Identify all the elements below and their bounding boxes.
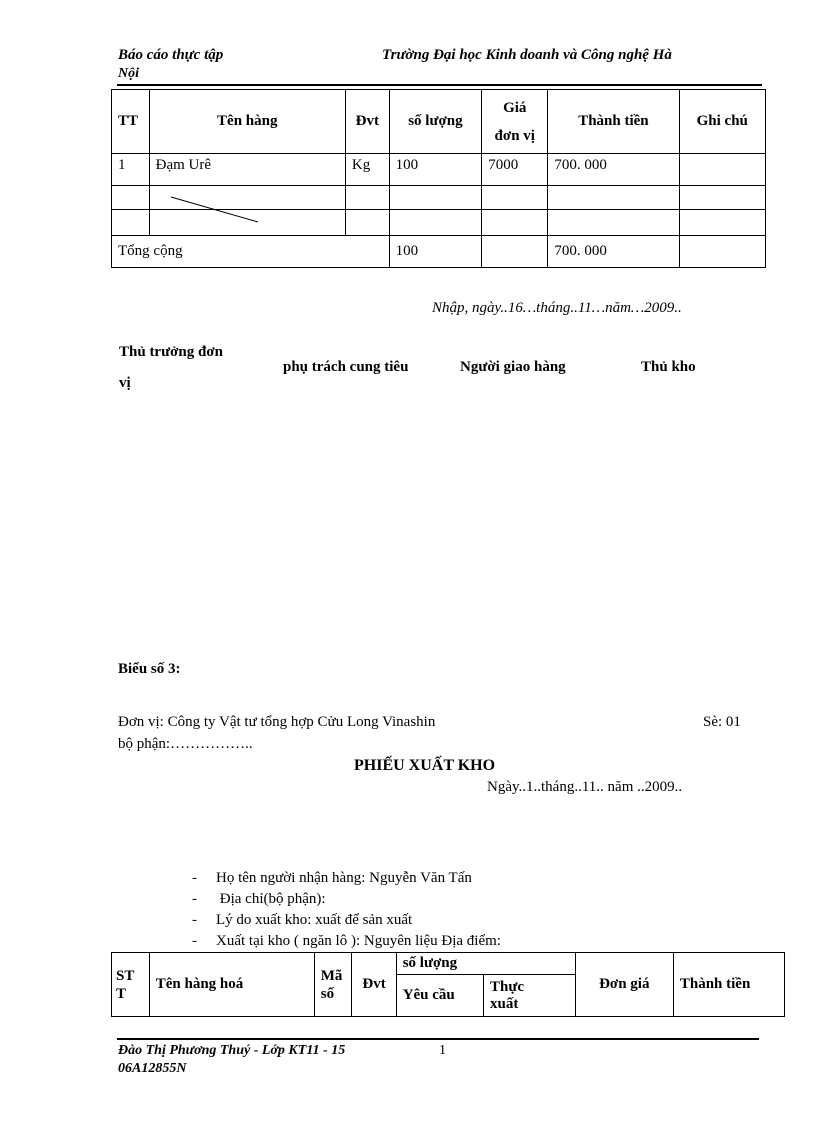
header-left: Báo cáo thực tập [118,47,224,63]
cell-ghi-chu [679,154,765,186]
footer-rule [117,1038,759,1040]
list-item: - Xuất tại kho ( ngăn lô ): Nguyên liệu Địa điểm: [192,933,501,949]
col-stt: ST T [112,953,150,1017]
serial-number: Sè: 01 [703,714,741,730]
cell-thanh-tien: 700. 000 [548,154,679,186]
total-label: Tổng cộng [112,236,390,268]
list-item: - Lý do xuất kho: xuất để sản xuất [192,912,413,928]
sig-head-unit: Thủ trưởng đơn [119,344,223,360]
table-row [112,154,766,186]
sig-deliverer: Người giao hàng [460,359,566,375]
total-amount: 700. 000 [548,236,679,268]
col-thuc-xuat: Thực xuất [484,975,576,1017]
sig-head-unit-cont: vị [119,375,131,391]
col-yeu-cau: Yêu cầu [396,975,483,1017]
department-line: bộ phận:…………….. [118,736,253,752]
col-ghi-chu: Ghi chú [679,90,765,154]
cell-so-luong: 100 [389,154,482,186]
col-thanh-tien2: Thành tiền [673,953,784,1017]
total-qty: 100 [389,236,482,268]
footer-code: 06A12855N [118,1061,187,1076]
col-dvt: Đvt [345,90,389,154]
list-item: - Họ tên người nhận hàng: Nguyễn Văn Tấn [192,870,472,886]
import-date: Nhập, ngày..16…tháng..11…năm…2009.. [432,300,682,316]
col-ten-hang: Tên hàng [149,90,345,154]
col-don-gia: Đơn giá [575,953,673,1017]
bieu-so: Biểu số 3: [118,661,181,677]
goods-table [111,89,766,268]
form-title: PHIẾU XUẤT KHO [354,757,496,774]
unit-line: Đơn vị: Công ty Vật tư tổng hợp Cửu Long Vinashin [118,714,436,730]
footer-author: Đào Thị Phương Thuý - Lớp KT11 - 15 [118,1043,346,1058]
col-ma-so: Mã số [314,953,352,1017]
sig-supply: phụ trách cung tiêu [283,359,409,375]
page-number: 1 [439,1043,446,1058]
cell-ten-hang: Đạm Urê [149,154,345,186]
form-date: Ngày..1..tháng..11.. năm ..2009.. [487,779,683,795]
col-thanh-tien: Thành tiền [548,90,679,154]
col-dvt2: Đvt [352,953,396,1017]
list-item: - Địa chỉ(bộ phận): [192,891,326,907]
col-ten-hang-hoa: Tên hàng hoá [149,953,314,1017]
info-list [192,868,501,952]
sig-storekeeper: Thủ kho [641,359,696,375]
header-rule [117,84,762,86]
col-so-luong2: số lượng [396,953,575,975]
cell-gia: 7000 [482,154,548,186]
col-tt: TT [112,90,150,154]
total-row [112,236,766,268]
cell-dvt: Kg [345,154,389,186]
header-right: Trường Đại học Kinh doanh và Công nghệ Hà [382,47,672,63]
issue-table [111,952,785,1017]
header-left-cont: Nội [118,66,139,81]
strike-line [168,194,262,226]
col-so-luong: số lượng [389,90,482,154]
col-gia-don-vi: Giá đơn vị [482,90,548,154]
cell-tt: 1 [112,154,150,186]
